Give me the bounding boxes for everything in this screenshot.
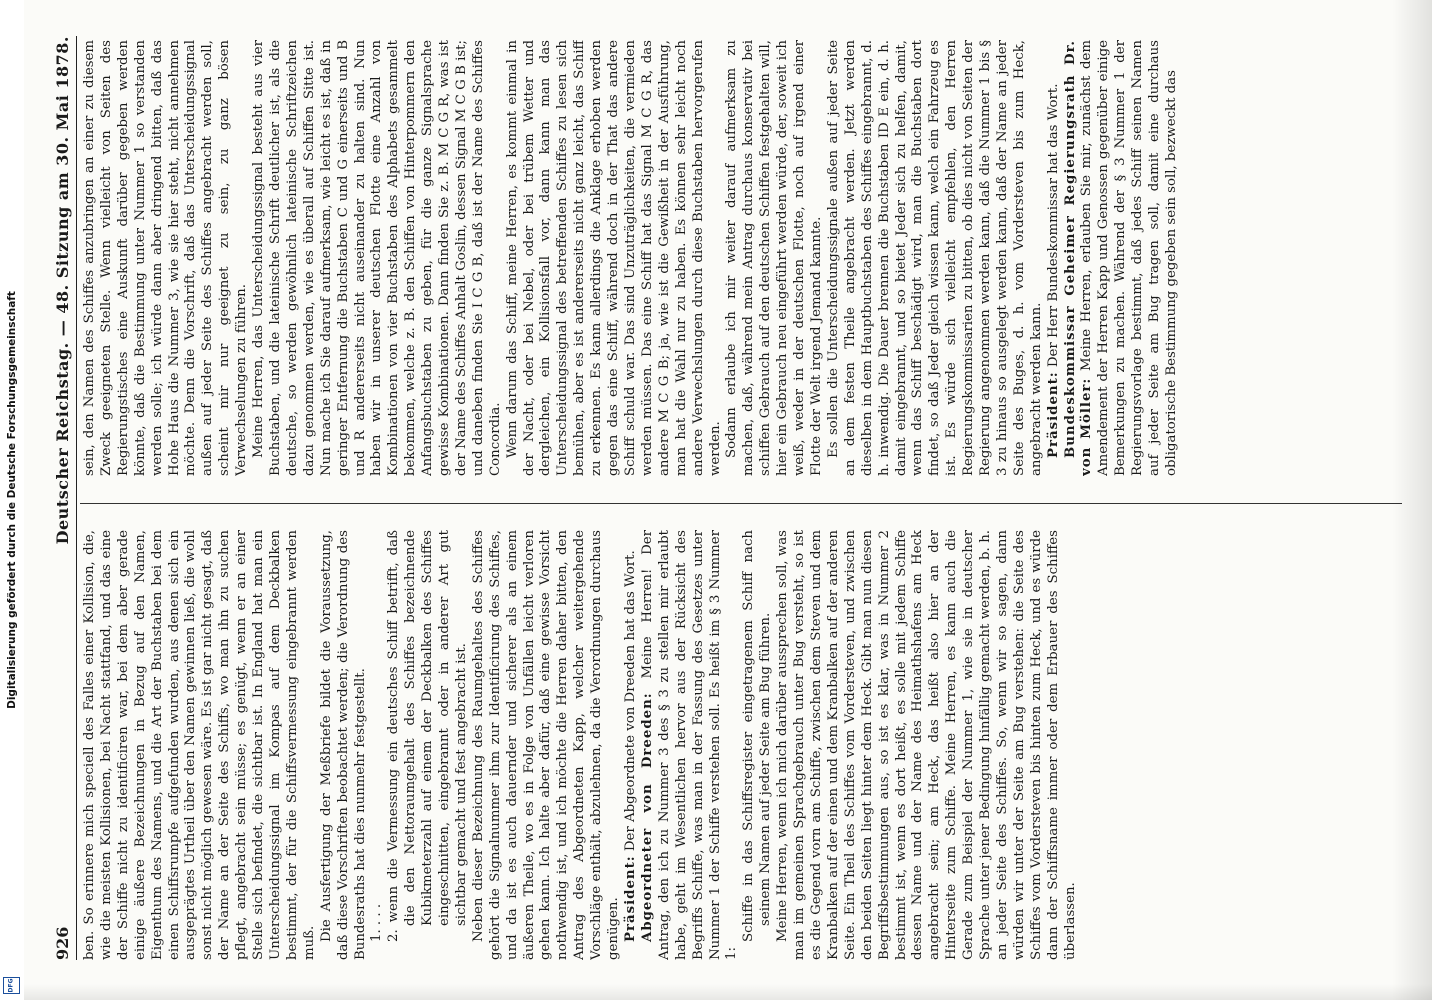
- speaker-label: Bundeskommissar Geheimer Regierungsrath Dr. von Möller:: [1062, 40, 1095, 476]
- funding-text: Digitalisierung gefördert durch die Deutsche Forschungsgemeinschaft: [6, 291, 18, 709]
- dfg-logo-icon: [3, 977, 20, 994]
- page-number: 926: [53, 926, 72, 960]
- president-remark: [623, 530, 640, 960]
- speech-text: Meine Herren, erlauben Sie mir, zunächst dem Amendement der Herren Kapp und Genossen gegenüber einige Bemerkungen zu machen. Während der § 3 Nummer 1 der Regierungsvorlage bestimmt, daß jedes Schiff seinen Namen auf jeder Seite am Bug tragen soll, damit eine durchaus obligatorische Bestimmung gegeben sein soll, bezweckt das: [1079, 40, 1179, 476]
- paragraph: ben. So erinnere mich speciell des Falles einer Kollision, die, wie die meisten Kollisionen, bei Nacht stattfand, und das eine der Schiffe nicht zu identificiren war, bei dem aber gerade einige äußere Bezeichnungen in Bezug auf den Namen, Eigenthum des Namens, und die Art der Buchstaben bei dem einen Schiffsrumpfe aufgefunden wurden, aus denen sich ein ausgeprägtes Urtheil über den Namen gewinnen ließ, die wohl sonst nicht möglich gewesen wäre. Es ist gar nicht gesagt, daß der Name an der Seite des Schiffs, wo man ihn zu suchen pflegt, angebracht sein müsse; es genügt, wenn er an einer Stelle sich befindet, die sichtbar ist. In England hat man ein Unterscheidungssignal im Kompas auf dem Deckbalken bestimmt, der für die Schiffsvermessung eingebrannt werden muß.: [82, 530, 317, 960]
- speech-text: Meine Herren! Der Antrag, den ich zu Nummer 3 des § 3 zu stellen mir erlaubt habe, geht im Wesentlichen hervor aus der Rücksicht des Begriffs Schiffe, was man in der Fassung des Gesetzes unter Nummer 1 der Schiffe verstehen soll. Es heißt im § 3 Nummer 1:: [639, 530, 740, 960]
- paragraph: Es sollen die Unterscheidungssignale außen auf jeder Seite an dem festen Theile angebracht werden. Jetzt werden dieselben in dem Hauptbuchstaben des Schiffes eingebrannt, d. h. inwendig. Die Dauer brennen die Buchstaben ID E ein, d. h. damit eingebrannt, und so bietet Jeder sich zu helfen, damit, wenn das Schiff beschädigt wird, man die Buchstaben dort findet, so daß Jeder gleich wissen kann, welch ein Fahrzeug es ist. Es würde sich vielleicht empfehlen, den Herren Regierungskommissarien zu bitten, ob dies nicht von Seiten der Regierung angenommen werden kann, daß die Nummer 1 bis § 3 zu hinaus so ausgelegt werden kann, daß der Name an jeder Seite des Buges, d. h. vom Vordersteven bis zum Heck, angebracht werden kann.: [825, 40, 1044, 476]
- scan-edge-shadow: [24, 984, 1432, 1000]
- paragraph: Meine Herren, das Unterscheidungssignal besteht aus vier Buchstaben, und die lateinische Schrift deutlicher ist, als die deutsche, so werden gewöhnlich lateinische Schriftzeichen dazu genommen werden, wie es überall auf Schiffen Sitte ist. Nun mache ich Sie darauf aufmerksam, wie leicht es ist, daß in geringer Entfernung die Buchstaben C und G einerseits und B und R andererseits nicht auseinander zu halten sind. Nun haben wir in unserer deutschen Flotte eine Anzahl von Kombinationen von vier Buchstaben des Alphabets gesammelt bekommen, welche z. B. den Schiffen von Hinterpommern den Anfangsbuchstaben zu geben, für die ganze Signalsprache gewisse Kombinationen. Dann finden Sie z. B. M C G R, was ist der Name des Schiffes Anhalt Goslin, dessen Signal M C G B ist; und daneben finden Sie I C G B, daß ist der Name des Schiffes Concordia.: [251, 40, 503, 476]
- column-divider: [80, 503, 1402, 504]
- rotated-page: [24, 0, 1432, 1000]
- speech-text: Der Abgeordnete von Dreeden hat das Wort.: [623, 550, 638, 852]
- speaker-label: Präsident:: [623, 855, 638, 942]
- speech-text: Der Herr Bundeskommissar hat das Wort.: [1045, 83, 1061, 368]
- list-item: 1. . . .: [369, 903, 385, 942]
- speech: [1063, 40, 1181, 476]
- speaker-label: Präsident:: [1045, 371, 1061, 458]
- dfg-logo-text: DFG: [7, 978, 15, 993]
- president-remark: [1046, 40, 1063, 476]
- page-header: [42, 36, 77, 960]
- right-column: [82, 40, 1408, 476]
- scan-edge-shadow: [1392, 0, 1432, 1000]
- law-quote: Schiffe in das Schiffsregister eingetragenem Schiff nach seinem Namen auf jeder Seite am Bug führen.: [741, 530, 774, 942]
- speech: [640, 530, 741, 960]
- paragraph: Sodann erlaube ich mir weiter darauf aufmerksam zu machen, daß, während mein Antrag durchaus konservativ bei schiffen Gebrauch auf den deutschen Schiffen festgehalten will, hier ein Gebrauch neu eingeführt werden würde, der, soweit ich weiß, weder in der deutschen Flotte, noch auf irgend einer Flotte der Welt irgend Jemand kannte.: [724, 40, 824, 476]
- funding-banner: [0, 0, 25, 1000]
- list-item: 2. wenn die Vermessung ein deutsches Schiff betrifft, daß die den Nettoraumgehalt des Schiffes bezeichnende Kubikmeterzahl auf einem der Deckbalken des Schiffes eingeschnitten, eingebrannt oder in anderer Art gut sichtbar gemacht und fest angebracht ist.: [386, 530, 469, 942]
- speaker-label: Abgeordneter von Dreeden:: [639, 692, 655, 942]
- scanned-page: [24, 0, 1432, 1000]
- left-column: [82, 530, 1408, 960]
- page-title: Deutscher Reichstag. — 48. Sitzung am 30. Mai 1878.: [53, 36, 72, 545]
- paragraph: Die Ausfertigung der Meßbriefe bildet die Voraussetzung, daß diese Vorschriften beobachtet werden; die Verordnung des Bundesraths hat dies nunmehr festgestellt.: [318, 530, 368, 960]
- paragraph: Wenn darum das Schiff, meine Herren, es kommt einmal in der Nacht, oder bei Nebel, oder bei trübem Wetter und dergleichen, ein Kollisionsfall vor, dann kann man das Unterscheidungssignal des betreffenden Schiffes zu lesen sich bemühen, aber es ist andererseits nicht ganz leicht, das Schiff zu erkennen. Es kann allerdings die Anklage erhoben werden gegen das eine Schiff, während doch in der That das andere Schiff schuld war. Das sind Unzuträglichkeiten, die vermieden werden müssen. Das eine Schiff hat das Signal M C G R, das andere M C G B; ja, wie ist die Gewißheit in der Ausführung, man hat die Wahl nur zu haben. Es können sehr leicht noch andere Verwechslungen durch diese Buchstaben hervorgerufen werden.: [504, 40, 723, 476]
- paragraph: Neben dieser Bezeichnung des Raumgehaltes des Schiffes gehört die Signalnummer ihm zur Identificirung des Schiffes, und da ist es auch dauernder und sicherer als an einem äußeren Theile, wo es in Folge von Unfällen leicht verloren gehen kann. Ich halte aber dafür, daß eine gewisse Vorsicht nothwendig ist, und ich möchte die Herren daher bitten, den Antrag des Abgeordneten Kapp, welcher weitergehende Vorschläge enthält, abzulehnen, da die Verordnungen durchaus genügen.: [470, 530, 622, 960]
- paragraph: sein, den Namen des Schiffes anzubringen an einer zu diesem Zweck geeigneten Stelle. Wenn vielleicht von Seiten des Regierungstisches eine Auskunft darüber gegeben werden könnte, daß die Bestimmung unter Nummer 1 so verstanden werden solle; ich würde dann aber dringend bitten, daß das Hohe Haus die Nummer 3, wie sie hier steht, nicht annehmen möchte. Denn die Vorschrift, daß das Unterscheidungssignal außen auf jeder Seite des Schiffes angebracht werden soll, scheint mir nur geeignet zu sein, zu ganz bösen Verwechselungen zu führen.: [82, 40, 250, 476]
- paragraph: Meine Herren, wenn ich mich darüber aussprechen soll, was man im gemeinen Sprachgebrauch unter Bug versteht, so ist es die Gegend vorn am Schiffe, zwischen dem Steven und dem Kranbalken auf der einen und dem Kranbalken auf der anderen Seite. Ein Theil des Schiffes vom Vordersteven, und zwischen den beiden Seiten liegt hinter dem Heck. Gibt man nun diesen Begriffsbestimmungen aus, so ist es klar, was in Nummer 2 bestimmt ist, wenn es dort heißt, es solle mit jedem Schiffe dessen Name und der Name des Heimathshafens am Heck angebracht sein; am Heck, das heißt also hier an der Hinterseite zum Schiffe. Meine Herren, es kann auch die Gerade zum Beispiel der Nummer 1, wie sie in deutscher Sprache unter jener Bedingung hinfällig gemacht werden, b. h. an jeder Seite des Schiffes. So, wenn wir so sagen, dann würden wir unter der Seite am Bug verstehen: die Seite des Schiffes vom Vordersteven bis hinten zum Heck, und es würde dann der Schiffsname immer oder dem Erbauer des Schiffes überlassen.: [775, 530, 1078, 960]
